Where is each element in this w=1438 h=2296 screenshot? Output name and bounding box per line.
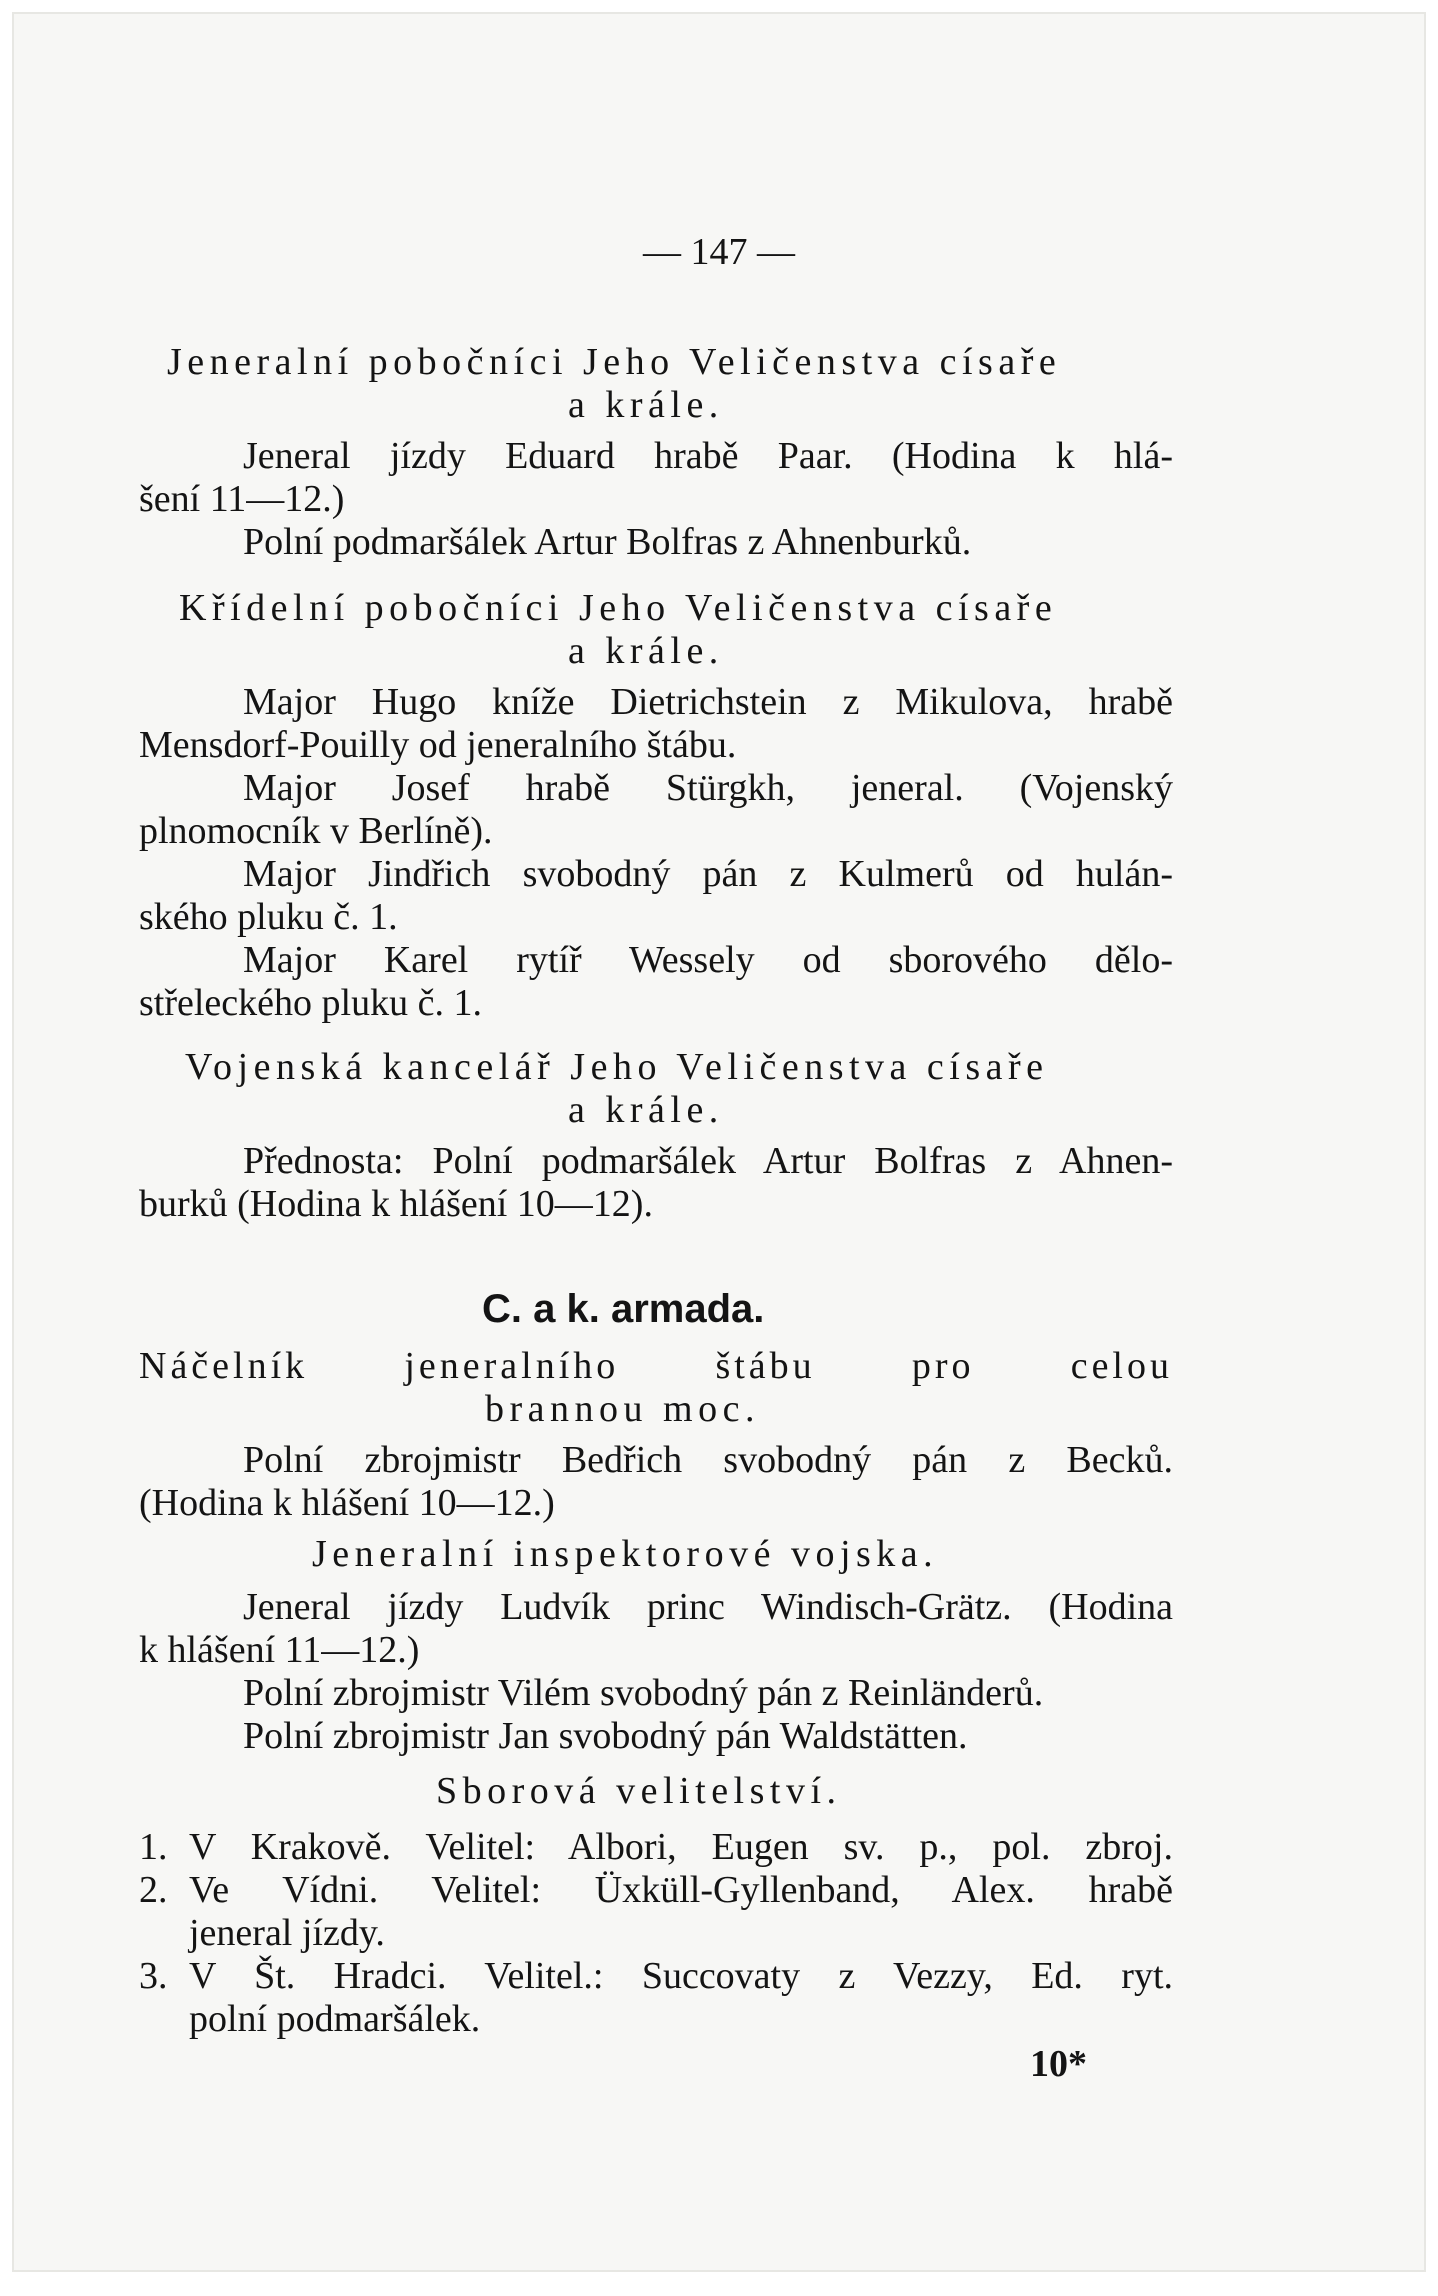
text-line: Polní zbrojmistr Jan svobodný pán Waldstätten. <box>243 1715 968 1757</box>
list-text: Ve Vídni. Velitel: Üxküll-Gyllenband, Alex. hrabě <box>189 1869 1173 1911</box>
list-text-cont: polní podmaršálek. <box>189 1998 481 2040</box>
text-line: k hlášení 11—12.) <box>139 1629 420 1671</box>
list-item <box>139 1868 1173 1912</box>
text-line: Major Hugo kníže Dietrichstein z Mikulova, hrabě <box>243 681 1173 723</box>
text-line: Jeneral jízdy Eduard hrabě Paar. (Hodina k hlá- <box>243 435 1173 477</box>
heading-general-adjutants: Jeneralní pobočníci Jeho Veličenstva císaře <box>167 341 1062 383</box>
list-item <box>139 1954 1173 1998</box>
heading-inspectors: Jeneralní inspektorové vojska. <box>312 1533 939 1575</box>
text-line: šení 11—12.) <box>139 478 345 520</box>
heading-general-adjutants-cont: a krále. <box>568 384 724 426</box>
text-line: Přednosta: Polní podmaršálek Artur Bolfras z Ahnen- <box>243 1140 1173 1182</box>
book-page <box>12 12 1426 2272</box>
list-text: V Krakově. Velitel: Albori, Eugen sv. p., pol. zbroj. <box>189 1826 1173 1868</box>
text-line: Major Jindřich svobodný pán z Kulmerů od hulán- <box>243 853 1173 895</box>
heading-wing-adjutants: Křídelní pobočníci Jeho Veličenstva císaře <box>179 587 1058 629</box>
text-line: burků (Hodina k hlášení 10—12). <box>139 1183 653 1225</box>
heading-chief-of-staff-cont: brannou moc. <box>485 1388 760 1430</box>
section-title-armada: C. a k. armada. <box>482 1287 765 1331</box>
text-line: Major Josef hrabě Stürgkh, jeneral. (Vojenský <box>243 767 1173 809</box>
text-line: Mensdorf-Pouilly od jeneralního štábu. <box>139 724 737 766</box>
list-number: 1. <box>139 1826 168 1868</box>
text-line: Polní zbrojmistr Bedřich svobodný pán z Becků. <box>243 1439 1173 1481</box>
list-item <box>139 1825 1173 1869</box>
list-number: 3. <box>139 1955 168 1997</box>
page-number: — 147 — <box>643 231 795 273</box>
heading-chief-of-staff: Náčelník jeneralního štábu pro celou <box>139 1345 1173 1387</box>
heading-military-office-cont: a krále. <box>568 1089 724 1131</box>
text-line: Polní podmaršálek Artur Bolfras z Ahnenburků. <box>243 521 972 563</box>
text-line: Jeneral jízdy Ludvík princ Windisch-Grätz. (Hodina <box>243 1586 1173 1628</box>
text-line: plnomocník v Berlíně). <box>139 810 493 852</box>
text-line: střeleckého pluku č. 1. <box>139 982 482 1024</box>
heading-wing-adjutants-cont: a krále. <box>568 630 724 672</box>
list-text-cont: jeneral jízdy. <box>189 1912 385 1954</box>
heading-corps-commands: Sborová velitelství. <box>436 1770 842 1812</box>
text-line: Polní zbrojmistr Vilém svobodný pán z Reinländerů. <box>243 1672 1044 1714</box>
heading-military-office: Vojenská kancelář Jeho Veličenstva císaře <box>185 1046 1049 1088</box>
signature-mark: 10* <box>1030 2043 1087 2085</box>
list-number: 2. <box>139 1869 168 1911</box>
text-line: (Hodina k hlášení 10—12.) <box>139 1482 555 1524</box>
list-text: V Št. Hradci. Velitel.: Succovaty z Vezzy, Ed. ryt. <box>189 1955 1173 1997</box>
text-line: Major Karel rytíř Wessely od sborového dělo- <box>243 939 1173 981</box>
text-line: ského pluku č. 1. <box>139 896 398 938</box>
